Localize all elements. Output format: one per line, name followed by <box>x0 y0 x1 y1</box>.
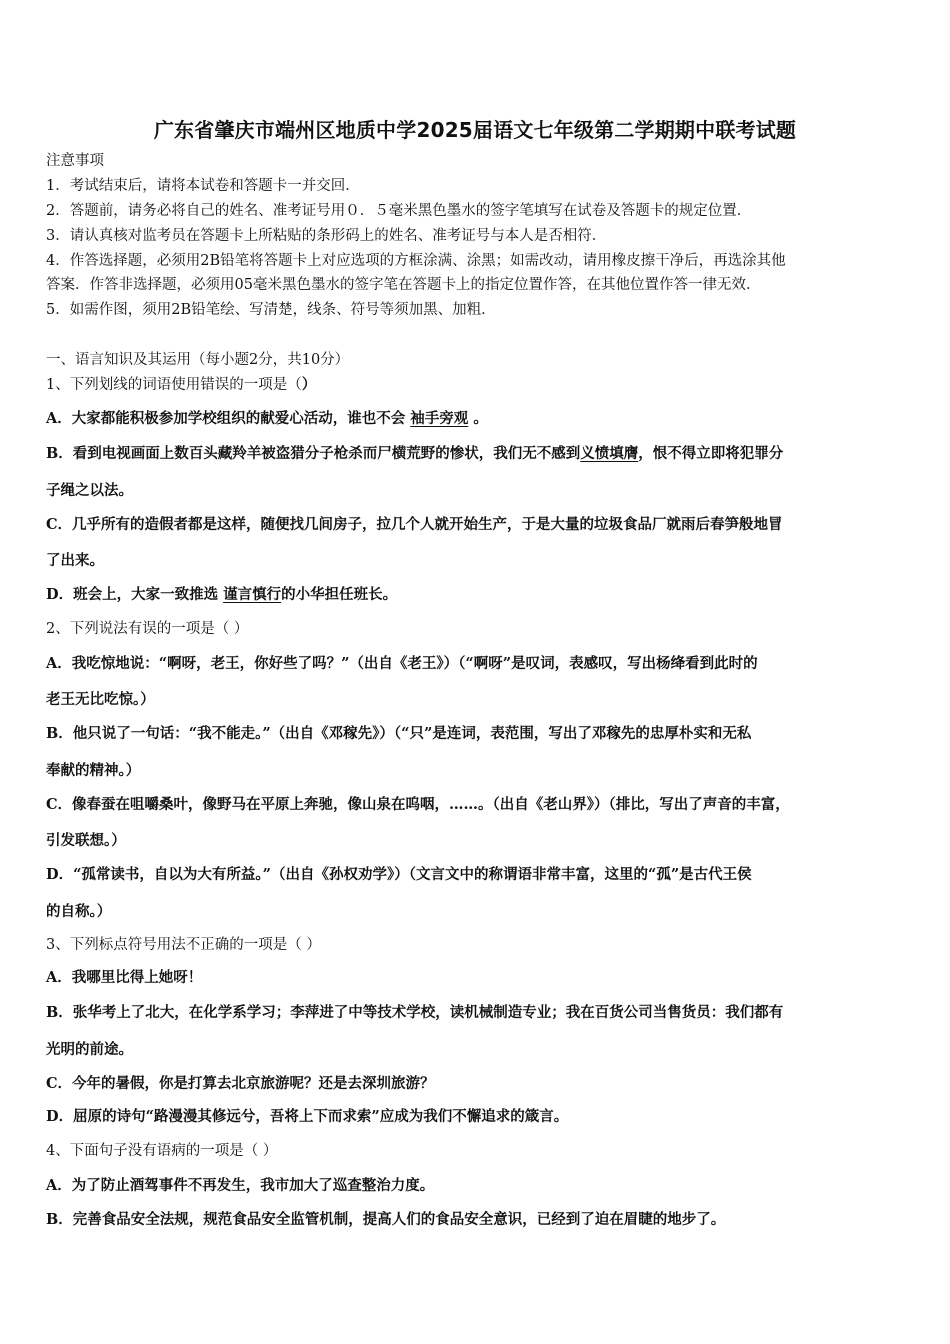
question-1-option-c: C．几乎所有的造假者都是这样，随便找几间房子，拉几个人就开始生产，于是大量的垃圾食品厂就雨后春笋般地冒 <box>46 516 783 533</box>
question-3-option-b-cont: 光明的前途。 <box>46 1041 133 1058</box>
question-2-option-d-cont: 的自称。） <box>46 903 112 920</box>
question-1-option-c-cont: 了出来。 <box>46 552 104 569</box>
question-stem-paren: ） <box>301 376 317 393</box>
notice-item: 1．考试结束后，请将本试卷和答题卡一并交回． <box>46 178 360 194</box>
question-1-stem <box>46 375 316 395</box>
notice-item: 5．如需作图，须用2B铅笔绘、写清楚，线条、符号等须加黑、加粗． <box>46 302 496 318</box>
underlined-word: 袖手旁观 <box>410 410 469 427</box>
question-3-option-d: D．屈原的诗句“路漫漫其修远兮，吾将上下而求索”应成为我们不懈追求的箴言。 <box>46 1108 569 1125</box>
question-stem-text: 1、下列划线的词语使用错误的一项是（ <box>46 377 302 393</box>
page-title: 广东省肇庆市端州区地质中学2025届语文七年级第二学期期中联考试题 <box>153 118 797 142</box>
question-2-stem: 2、下列说法有误的一项是（ ） <box>46 621 249 637</box>
question-4-option-b: B．完善食品安全法规，规范食品安全监管机制，提高人们的食品安全意识，已经到了迫在眉睫的地步了。 <box>46 1211 726 1228</box>
question-2-option-c-cont: 引发联想。） <box>46 832 126 849</box>
option-text: ，恨不得立即将犯罪分 <box>638 445 784 462</box>
question-4-option-a: A．为了防止酒驾事件不再发生，我市加大了巡查整治力度。 <box>46 1177 435 1194</box>
notice-item: 4．作答选择题，必须用2B铅笔将答题卡上对应选项的方框涂满、涂黑；如需改动，请用橡皮擦干净后，再选涂其他 <box>46 253 786 269</box>
question-2-option-c: C．像春蚕在咀嚼桑叶，像野马在平原上奔驰，像山泉在呜咽，……。（出自《老山界》）（排比，写出了声音的丰富， <box>46 796 790 813</box>
section-heading: 一、语言知识及其运用（每小题2分，共10分） <box>46 352 350 368</box>
question-2-option-b: B．他只说了一句话：“我不能走。”（出自《邓稼先》）（“只”是连词，表范围，写出了邓稼先的忠厚朴实和无私 <box>46 725 752 742</box>
question-2-option-a: A．我吃惊地说：“啊呀，老王，你好些了吗？”（出自《老王》）（“啊呀”是叹词，表感叹，写出杨绛看到此时的 <box>46 655 758 672</box>
question-2-option-d: D．“孤常读书，自以为大有所益。”（出自《孙权劝学》）（文言文中的称谓语非常丰富，这里的“孤”是古代王侯 <box>46 866 752 883</box>
question-4-stem: 4、下面句子没有语病的一项是（ ） <box>46 1143 278 1159</box>
question-2-option-a-cont: 老王无比吃惊。） <box>46 691 155 708</box>
option-text: 的小华担任班长。 <box>281 586 398 603</box>
option-text: B．看到电视画面上数百头藏羚羊被盗猎分子枪杀而尸横荒野的惨状，我们无不感到 <box>46 445 581 462</box>
question-2-option-b-cont: 奉献的精神。） <box>46 762 141 779</box>
notice-item: 3．请认真核对监考员在答题卡上所粘贴的条形码上的姓名、准考证号与本人是否相符． <box>46 228 607 244</box>
question-3-option-b: B．张华考上了北大，在化学系学习；李萍进了中等技术学校，读机械制造专业；我在百货公司当售货员：我们都有 <box>46 1004 784 1021</box>
notice-item: 答案．作答非选择题，必须用05毫米黑色墨水的签字笔在答题卡上的指定位置作答，在其他位置作答一律无效． <box>46 277 761 293</box>
question-3-option-c: C．今年的暑假，你是打算去北京旅游呢？还是去深圳旅游？ <box>46 1075 435 1092</box>
question-1-option-b-cont: 子绳之以法。 <box>46 482 133 499</box>
question-1-option-b <box>46 444 783 464</box>
underlined-word: 谨言慎行 <box>223 586 282 603</box>
notice-item: 2．答题前，请务必将自己的姓名、准考证号用０．５毫米黑色墨水的签字笔填写在试卷及答题卡的规定位置． <box>46 203 752 219</box>
question-3-stem: 3、下列标点符号用法不正确的一项是（ ） <box>46 937 321 953</box>
option-text: 。 <box>468 410 488 427</box>
question-1-option-d <box>46 585 397 605</box>
question-1-option-a <box>46 409 488 429</box>
underlined-word: 义愤填膺 <box>580 445 639 462</box>
notice-heading: 注意事项 <box>46 153 104 169</box>
option-text: A．大家都能积极参加学校组织的献爱心活动，谁也不会 <box>46 410 411 427</box>
option-text: D．班会上，大家一致推选 <box>46 586 224 603</box>
question-3-option-a: A．我哪里比得上她呀！ <box>46 969 203 986</box>
